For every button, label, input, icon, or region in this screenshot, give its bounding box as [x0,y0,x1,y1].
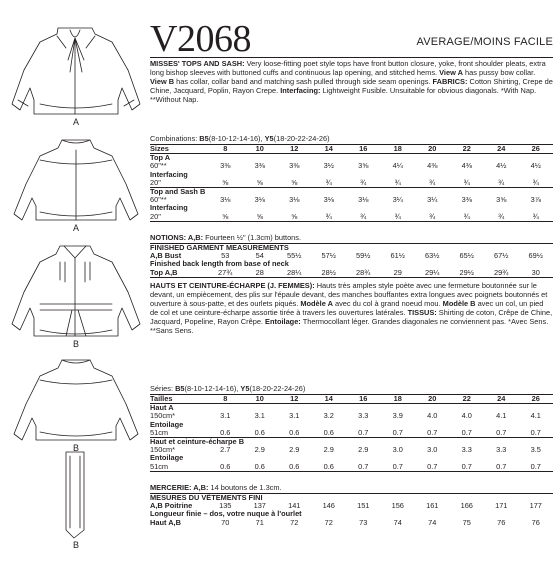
french-yardage-table [150,394,553,472]
table-row: Top and Sash B [150,188,553,197]
table-row: 150cm* 2.7 2.9 2.9 2.9 2.9 3.0 3.0 3.3 3.3 3.5 [150,445,541,455]
fabrics-text: Cotton Shirting, Crepe de Chine, Jacquard, Poplin, Rayon Crepe. [150,76,553,95]
sash-letter: B [73,540,80,550]
fabrics-label-fr: TISSUS: [407,307,437,317]
illustrations-column [0,0,150,560]
table-row: Haut A,B 70 71 72 72 73 74 74 75 76 76 [150,517,540,527]
table-row: Tailles 8 10 12 14 16 18 20 22 24 26 [150,395,553,404]
view-b-text-fr: avec un col, un pied de col et une ceinture-écharpe assortie tirée à travers les ouvertures latérales. [150,298,544,317]
description-text-fr: Hauts très amples style poète avec une fermeture boutonnée sur le devant, un empiècement, des plis sur l'épaule devant, des manches bouffantes extra longues avec poignets boutonnés et ouverture à sous-patte, et des ourlets piqués. [150,281,548,308]
interfacing-label-fr: Entoilage: [265,316,301,326]
view-b-text: has collar, collar band and matching sash pulled through side seam openings. [174,76,433,86]
table-row: 51cm 0.6 0.6 0.6 0.6 0.7 0.7 0.7 0.7 0.7 0.7 [150,427,541,437]
table-row: Interfacing [150,169,188,179]
table-row: Longueur finie – dos, votre nuque à l'ourlet [150,509,302,519]
sash-illustration [66,452,84,538]
view-b-label: View B [150,76,175,86]
table-row: Finished back length from base of neck [150,259,289,269]
view-a-front-letter: A [73,117,80,127]
description-title-fr: HAUTS ET CEINTURE-ÉCHARPE (J. FEMMES): [150,281,315,290]
english-yardage-table [150,144,553,222]
notions-line: NOTIONS: A,B: Fourteen ½" (1.3cm) buttons. [150,233,302,242]
interfacing-text: Lightweight Fusible. Unsuitable for obvious diagonals. *With Nap. **Without Nap. [150,85,537,104]
description-title: MISSES' TOPS AND SASH: [150,59,245,68]
view-a-text: has pussy bow collar. [462,67,536,77]
view-b-front-letter: B [73,339,80,349]
blouse-b-back-view-illustration [14,360,138,440]
difficulty-label: AVERAGE/MOINS FACILE [416,36,553,48]
header [150,0,553,60]
header-divider [150,57,553,58]
fabrics-label: FABRICS: [432,76,468,86]
french-measurements-table [150,493,553,527]
interfacing-text-fr: Thermocollant léger. Grandes diagonales ne conviennent pas. *Avec Sens. **Sans Sens. [150,316,549,335]
table-row: FINISHED GARMENT MEASUREMENTS [150,244,553,253]
blouse-b-sash-illustration [12,246,140,336]
table-row: 150cm* 3.1 3.1 3.1 3.2 3.3 3.9 4.0 4.0 4.1 4.1 [150,411,541,421]
pattern-info-column [150,0,553,560]
table-row: Entoilage [150,453,184,463]
table-row: A,B Bust 53 54 55½ 57½ 59½ 61½ 63½ 65½ 67½ 69½ [150,251,543,261]
mercerie-line: MERCERIE: A,B: 14 boutons de 1.3cm. [150,483,282,492]
table-row: Sizes 8 10 12 14 16 18 20 22 24 26 [150,145,553,154]
table-row: 20" ⅝ ⅝ ⅝ ¾ ¾ ¾ ¾ ¾ ¾ ¾ [150,177,539,187]
french-description [150,282,553,335]
table-row: MESURES DU VÊTEMENTS FINI [150,494,553,503]
table-row: 20" ⅝ ⅝ ⅝ ¾ ¾ ¾ ¾ ¾ ¾ ¾ [150,213,553,222]
table-row: Haut et ceinture-écharpe B [150,438,553,447]
pattern-number: V2068 [150,18,251,60]
view-a-back-letter: A [73,223,80,233]
view-b-back-letter: B [73,443,80,453]
table-row: Top A [150,154,553,163]
table-row: 60"** 3⅛ 3⅛ 3⅛ 3⅛ 3⅛ 3¼ 3¼ 3⅜ 3⅝ 3⅞ [150,195,541,205]
fabrics-text-fr: Shirting de coton, Crêpe de Chine, Jacquard, Popeline, Rayon Crêpe. [150,307,553,326]
view-a-label: View A [439,67,463,77]
view-a-label-fr: Modèle A [300,298,333,308]
series-line: Séries: B5(8-10-12-14-16), Y5(18-20-22-24-26) [150,384,306,393]
table-row: Interfacing [150,203,188,213]
table-row: Entoilage [150,419,184,429]
table-row: Haut A [150,404,553,413]
table-row: 60"** 3⅜ 3⅜ 3⅜ 3½ 3⅝ 4¼ 4⅜ 4⅜ 4½ 4½ [150,161,541,171]
blouse-a-pussy-bow-illustration [12,28,140,114]
english-measurements-table [150,243,553,278]
table-row: Top A,B 27¾ 28 28¼ 28½ 28¾ 29 29¼ 29½ 29¾ 30 [150,269,553,278]
interfacing-label: Interfacing: [280,85,321,95]
view-a-text-fr: avec du col à grand noeud mou. [332,298,443,308]
technical-drawings [0,0,150,560]
description-text: Very loose-fitting poet style tops have front button closure, yoke, front shoulder pleats, extra long bishop sleeves with buttoned cuffs and continuous lap opening, and stitched hems. [150,59,546,77]
blouse-a-back-view-illustration [14,140,138,220]
view-b-label-fr: Modèle B [442,298,476,308]
combinations-line: Combinations: B5(8-10-12-14-16), Y5(18-20-22-24-26) [150,134,330,143]
table-row: A,B Poitrine 135 137 141 146 151 156 161 166 171 177 [150,501,542,511]
table-row: 51cm 0.6 0.6 0.6 0.6 0.7 0.7 0.7 0.7 0.7 0.7 [150,463,553,472]
english-description [150,60,553,105]
